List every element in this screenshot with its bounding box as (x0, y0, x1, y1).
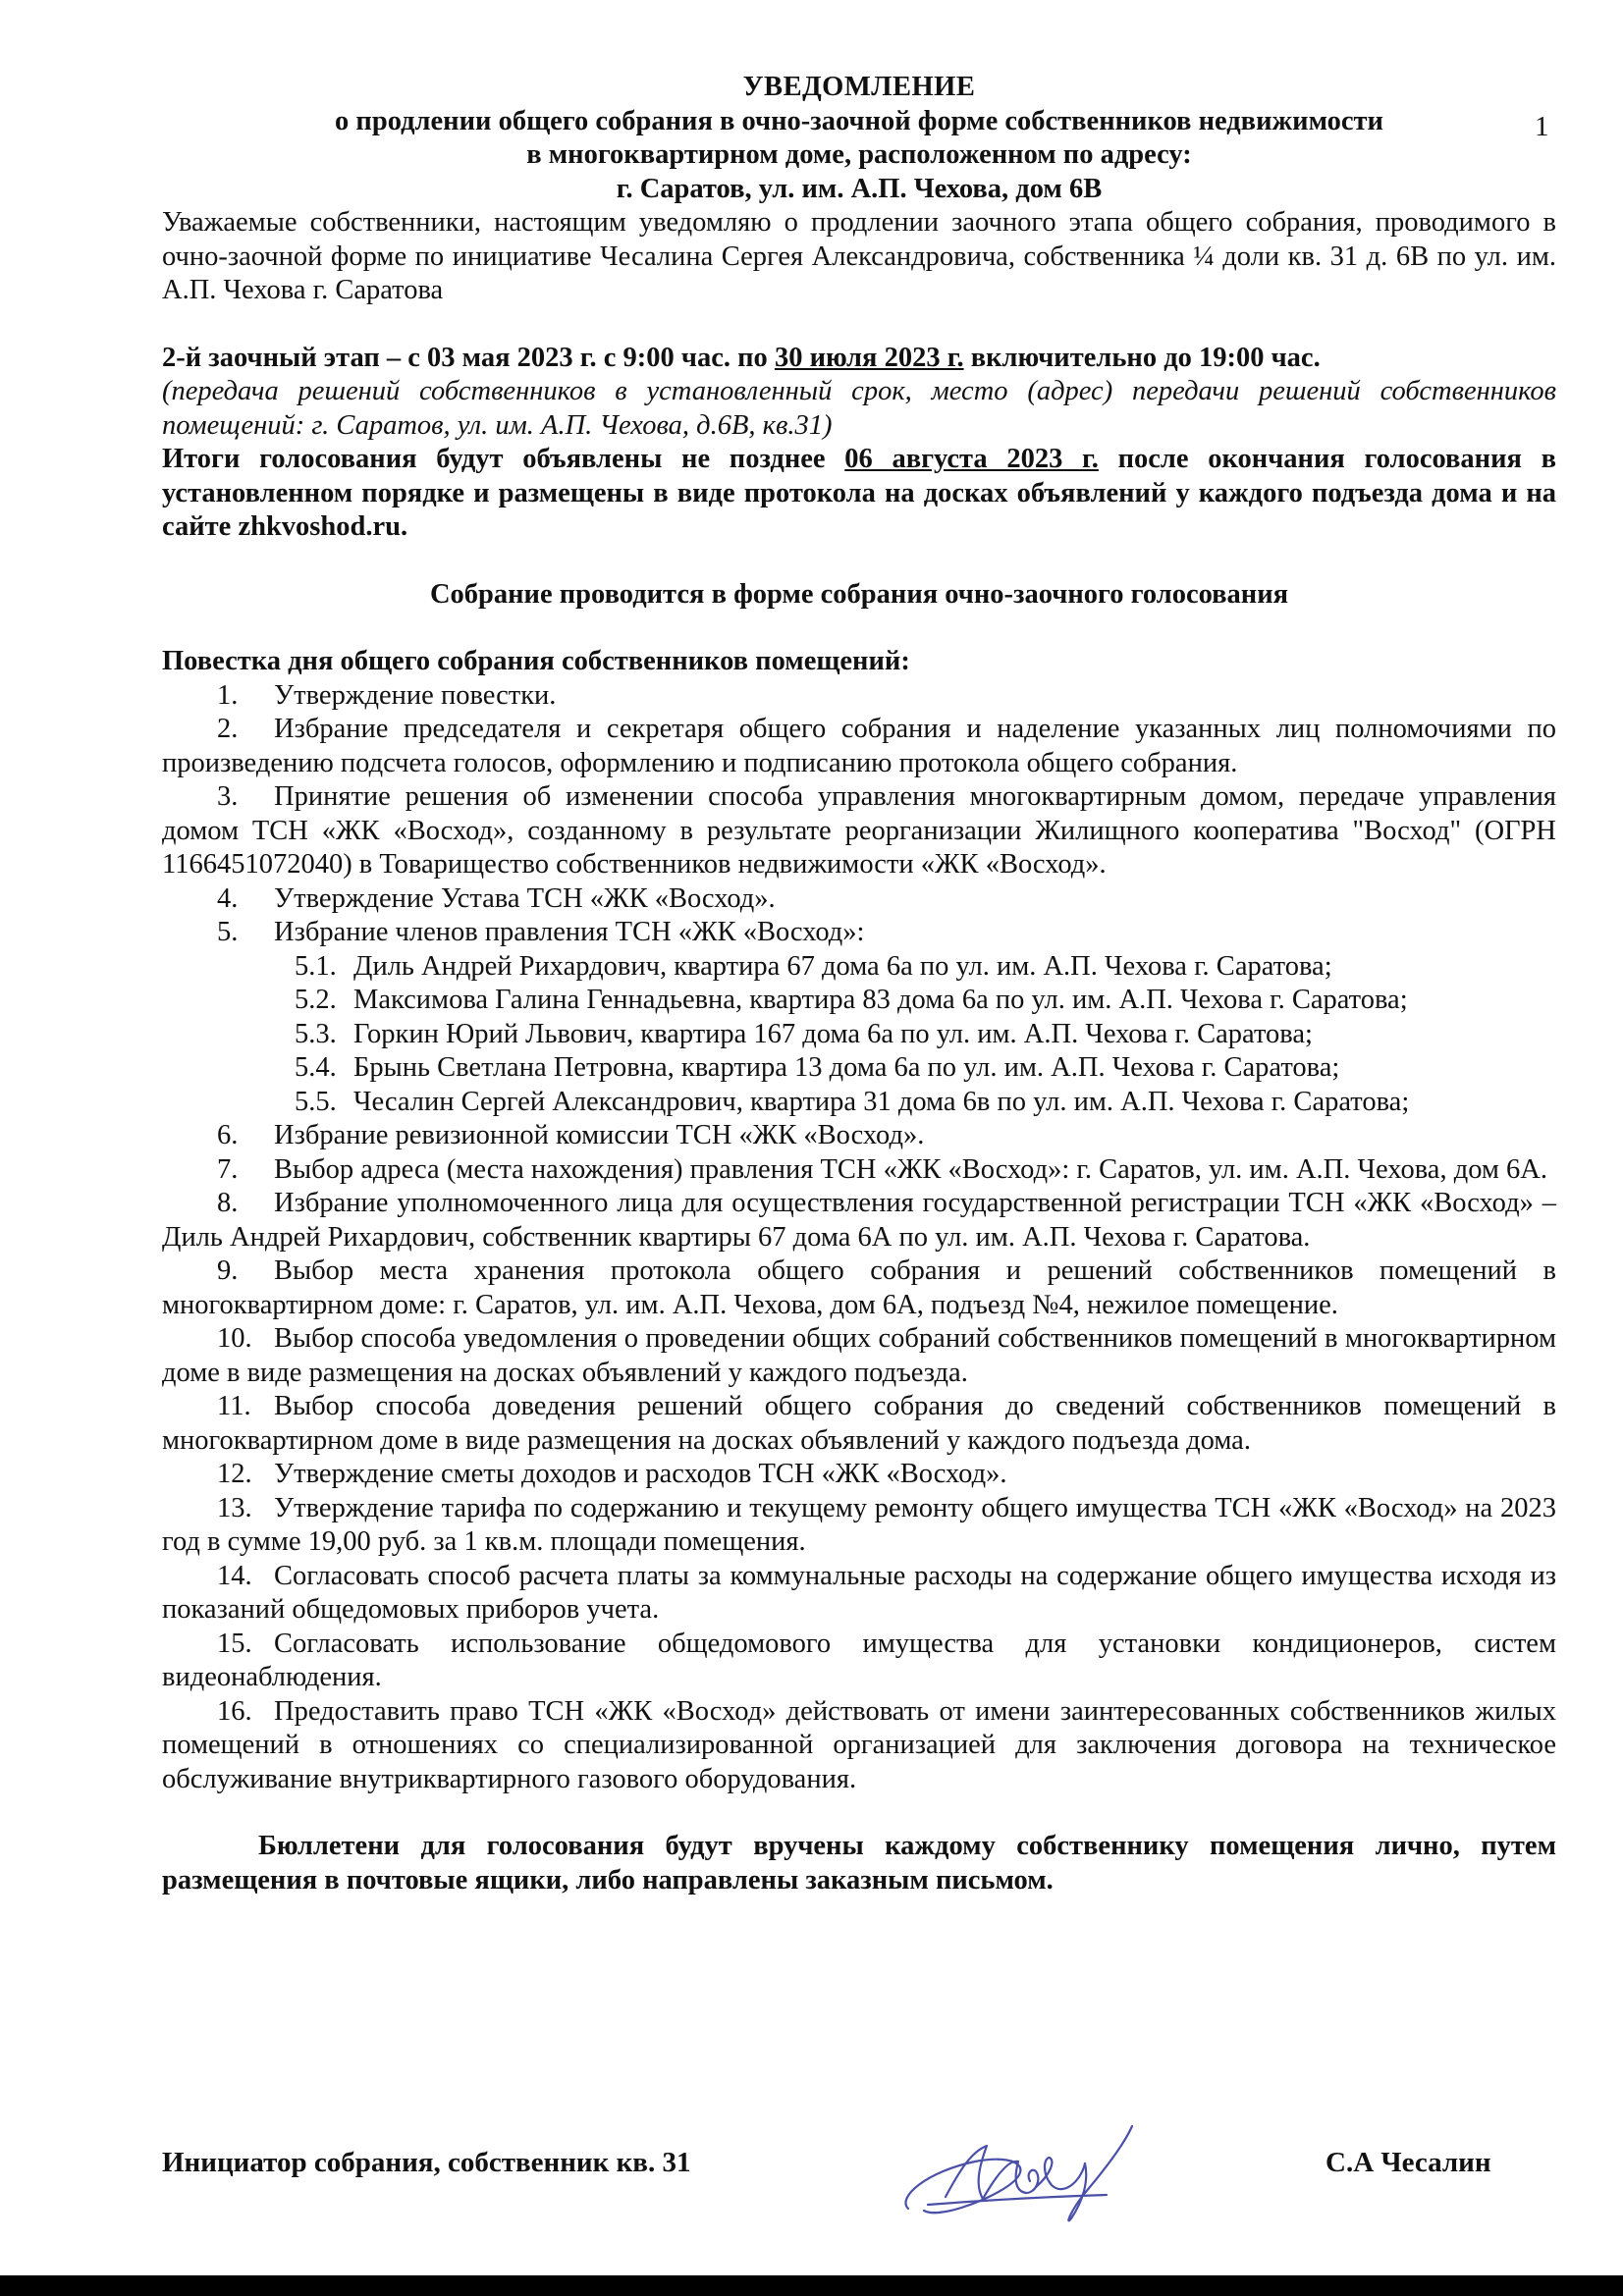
agenda-item-number: 7. (217, 1153, 239, 1185)
page-number: 1 (1535, 111, 1549, 142)
agenda-sub-item-text: Максимова Галина Геннадьевна, квартира 83 дома 6а по ул. им. А.П. Чехова г. Саратова; (353, 985, 1408, 1015)
agenda-item-text: Согласовать способ расчета платы за коммунальные расходы на содержание общего имущества исходя из показаний общедомовых приборов учета. (162, 1560, 1556, 1625)
agenda-item-number: 12. (217, 1459, 252, 1489)
intro-paragraph: Уважаемые собственники, настоящим уведомляю о продлении заочного этапа общего собрания, проводимого в очно-заочной форме по инициативе Чесалина Сергея Александровича, собственника ¼ доли кв. 31 д. 6В по ул. им. А.П. Чехова г. Саратова (162, 207, 1556, 305)
notice-subtitle-line-2: в многоквартирном доме, расположенном по адресу: (526, 139, 1192, 170)
agenda-item-text: Выбор места хранения протокола общего собрания и решений собственников помещений в многоквартирном доме: г. Саратов, ул. им. А.П. Чехова, дом 6А, подъезд №4, нежилое помещение. (162, 1255, 1556, 1320)
agenda-item (162, 713, 1556, 780)
agenda-item-number: 3. (217, 781, 239, 812)
agenda-sub-item-text: Брынь Светлана Петровна, квартира 13 дома 6а по ул. им. А.П. Чехова г. Саратова; (353, 1052, 1340, 1083)
agenda-item (162, 1119, 1556, 1153)
agenda-sub-item-text: Диль Андрей Рихардович, квартира 67 дома 6а по ул. им. А.П. Чехова г. Саратова; (353, 950, 1332, 982)
ballots-paragraph: Бюллетени для голосования будут вручены каждому собственнику помещения лично, путем размещения в почтовые ящики, либо направлены заказным письмом. (162, 1831, 1556, 1896)
agenda-item-number: 11. (217, 1391, 251, 1421)
agenda-item-number: 15. (217, 1628, 252, 1659)
agenda-item-text: Принятие решения об изменении способа управления многоквартирным домом, передаче управления домом ТСН «ЖК «Восход», созданному в результате реорганизации Жилищного кооператива "Восход" (ОГРН 1166451072040) в Товарищество собственников недвижимости «ЖК «Восход». (162, 781, 1556, 880)
agenda-item-text: Выбор адреса (места нахождения) правления ТСН «ЖК «Восход»: г. Саратов, ул. им. А.П. Чехова, дом 6А. (274, 1153, 1548, 1185)
document-body (162, 71, 1556, 1897)
agenda-sub-item (162, 1086, 1556, 1120)
agenda-item-text: Избрание председателя и секретаря общего собрания и наделение указанных лиц полномочиями по произведению подсчета голосов, оформлению и подписанию протокола общего собрания. (162, 714, 1556, 778)
agenda-item-number: 9. (217, 1255, 239, 1286)
agenda-item-text: Согласовать использование общедомового имущества для установки кондиционеров, систем видеонаблюдения. (162, 1628, 1556, 1692)
agenda-sub-item-text: Чесалин Сергей Александрович, квартира 31 дома 6в по ул. им. А.П. Чехова г. Саратова; (353, 1086, 1410, 1117)
agenda-sub-item-text: Горкин Юрий Львович, квартира 167 дома 6а по ул. им. А.П. Чехова г. Саратова; (353, 1018, 1313, 1049)
agenda-item (162, 1628, 1556, 1695)
agenda-item-number: 8. (217, 1188, 239, 1218)
signature-icon (889, 2103, 1154, 2250)
agenda-item-text: Избрание членов правления ТСН «ЖК «Восход»: (274, 917, 865, 947)
agenda-item-text: Утверждение Устава ТСН «ЖК «Восход». (274, 882, 776, 914)
agenda-item (162, 679, 1556, 714)
agenda-list (162, 679, 1556, 1797)
results-paragraph (162, 443, 1556, 545)
initiator-label: Инициатор собрания, собственник кв. 31 (162, 2147, 691, 2178)
agenda-sub-item (162, 1018, 1556, 1052)
notice-title: УВЕДОМЛЕНИЕ (742, 72, 976, 102)
agenda-item (162, 1322, 1556, 1390)
agenda-item-number: 2. (217, 714, 239, 744)
agenda-item (162, 780, 1556, 882)
agenda-item-text: Выбор способа доведения решений общего собрания до сведений собственников помещений в многоквартирном доме в виде размещения на досках объявлений у каждого подъезда дома. (162, 1391, 1556, 1456)
stage-text-before: 2-й заочный этап – с 03 мая 2023 г. с 9:00 час. по (162, 342, 775, 373)
agenda-item (162, 1492, 1556, 1560)
notice-subtitle-line-1: о продлении общего собрания в очно-заочной форме собственников недвижимости (335, 105, 1383, 136)
agenda-sub-item-number: 5.5. (295, 1086, 337, 1117)
stage-dates (162, 342, 1556, 376)
results-text-after: после окончания голосования в установленном порядке и размещены в виде протокола на досках объявлений у каждого подъезда дома и на сайте zhkvoshod.ru. (162, 444, 1556, 542)
agenda-item-number: 16. (217, 1695, 252, 1727)
agenda-heading: Повестка дня общего собрания собственников помещений: (162, 646, 910, 676)
agenda-item-text: Выбор способа уведомления о проведении общих собраний собственников помещений в многоквартирном доме в виде размещения на досках объявлений у каждого подъезда. (162, 1323, 1556, 1388)
agenda-item (162, 1458, 1556, 1492)
results-date: 06 августа 2023 г. (844, 444, 1099, 474)
agenda-item (162, 1153, 1556, 1188)
agenda-item (162, 1255, 1556, 1322)
initiator-name: С.А Чесалин (1325, 2147, 1491, 2178)
form-heading: Собрание проводится в форме собрания очно-заочного голосования (429, 578, 1289, 610)
agenda-sub-item (162, 950, 1556, 985)
agenda-sub-item-number: 5.3. (295, 1018, 337, 1049)
agenda-item-number: 10. (217, 1323, 252, 1354)
agenda-item (162, 1390, 1556, 1458)
scan-edge-bar (0, 2275, 1623, 2296)
agenda-item-text: Предоставить право ТСН «ЖК «Восход» действовать от имени заинтересованных собственников жилых помещений в отношениях со специализированной организацией для заключения договора на техническое обслуживание внутриквартирного газового оборудования. (162, 1695, 1556, 1794)
agenda-item-text: Утверждение тарифа по содержанию и текущему ремонту общего имущества ТСН «ЖК «Восход» на 2023 год в сумме 19,00 руб. за 1 кв.м. площади помещения. (162, 1492, 1556, 1557)
agenda-sub-item-number: 5.2. (295, 985, 337, 1015)
stage-end-date: 30 июля 2023 г. (774, 342, 964, 373)
notice-address: г. Саратов, ул. им. А.П. Чехова, дом 6В (616, 173, 1103, 204)
results-text-before: Итоги голосования будут объявлены не позднее (162, 444, 845, 474)
agenda-item (162, 882, 1556, 917)
agenda-sub-item (162, 984, 1556, 1018)
agenda-sub-item-number: 5.1. (295, 950, 337, 982)
agenda-item (162, 1560, 1556, 1628)
agenda-item-number: 13. (217, 1492, 252, 1523)
agenda-item-text: Избрание ревизионной комиссии ТСН «ЖК «Восход». (274, 1120, 925, 1150)
agenda-item-number: 4. (217, 882, 239, 914)
stage-note: (передача решений собственников в установленный срок, место (адрес) передачи решений собственников помещений: г. Саратов, ул. им. А.П. Чехова, д.6В, кв.31) (162, 376, 1556, 441)
stage-text-after: включительно до 19:00 час. (963, 342, 1321, 373)
agenda-sub-item (162, 1051, 1556, 1086)
agenda-item-text: Утверждение повестки. (274, 679, 557, 711)
agenda-item-number: 1. (217, 679, 239, 711)
agenda-sub-item-number: 5.4. (295, 1052, 337, 1083)
agenda-item (162, 916, 1556, 950)
agenda-item-number: 5. (217, 917, 239, 947)
agenda-item (162, 1187, 1556, 1255)
agenda-item (162, 1695, 1556, 1797)
agenda-item-text: Утверждение сметы доходов и расходов ТСН «ЖК «Восход». (274, 1459, 1007, 1489)
agenda-item-number: 6. (217, 1120, 239, 1150)
agenda-item-text: Избрание уполномоченного лица для осуществления государственной регистрации ТСН «ЖК «Восход» – Диль Андрей Рихардович, собственник квартиры 67 дома 6А по ул. им. А.П. Чехова г. Саратова. (162, 1188, 1556, 1253)
agenda-item-number: 14. (217, 1560, 252, 1591)
